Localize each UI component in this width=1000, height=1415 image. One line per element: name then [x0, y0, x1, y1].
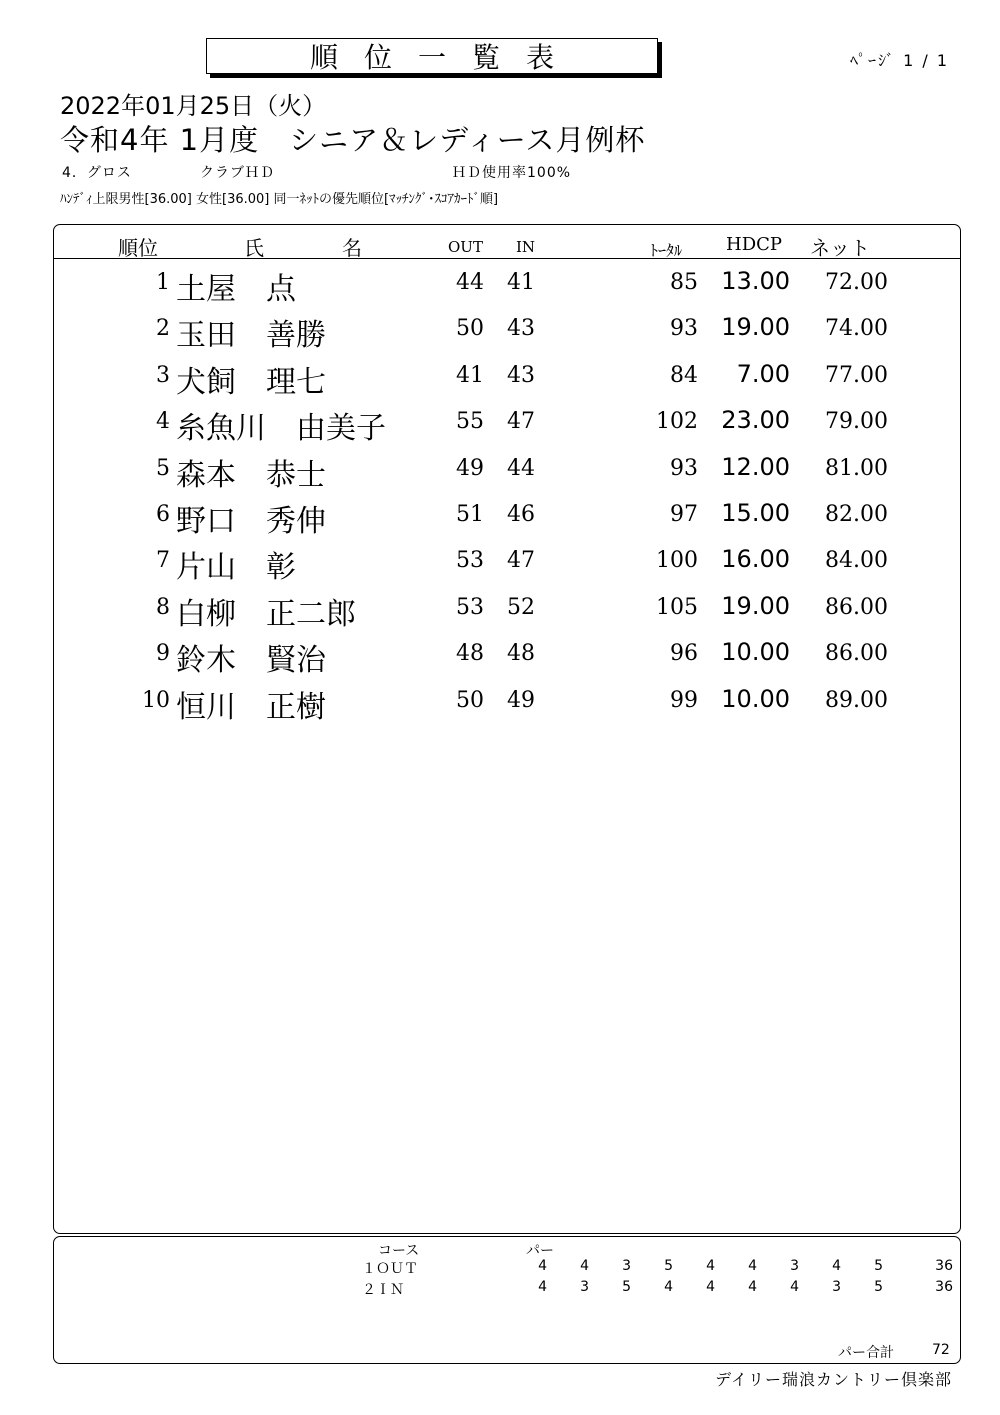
out-score: 55: [456, 409, 484, 435]
hdcp-value: 15.00: [721, 499, 790, 527]
in-score: 48: [507, 641, 535, 667]
event-date: 2022年01月25日（火）: [60, 92, 327, 120]
in-score: 41: [507, 270, 535, 295]
out-score: 48: [456, 641, 484, 667]
rank-cell: 7: [156, 548, 170, 574]
col-rank: 順位: [118, 236, 158, 260]
in-score: 47: [507, 409, 535, 435]
total-score: 97: [670, 502, 698, 527]
col-net: ネット: [810, 236, 870, 260]
page-label: ﾍﾟｰｼﾞ: [850, 51, 897, 70]
hole-par: 5: [664, 1258, 673, 1274]
table-row: [0, 355, 1000, 401]
hole-par: 4: [832, 1258, 841, 1274]
hole-par: 4: [538, 1258, 547, 1274]
table-row: [0, 494, 1000, 540]
hole-par: 5: [874, 1279, 883, 1295]
hole-par: 4: [706, 1279, 715, 1295]
col-name-2: 名: [342, 236, 362, 260]
club-name: デイリー瑞浪カントリー倶楽部: [715, 1370, 952, 1389]
in-score: 49: [507, 687, 535, 713]
rank-cell: 4: [156, 409, 170, 435]
hdcp-value: 16.00: [721, 545, 790, 574]
player-name: 糸魚川 由美子: [176, 411, 386, 447]
hdcp-value: 7.00: [736, 359, 790, 388]
total-score: 93: [670, 455, 698, 481]
page-value: 1 / 1: [903, 51, 950, 70]
total-score: 105: [656, 594, 698, 620]
out-score: 50: [456, 316, 484, 342]
course-par-total: 36: [935, 1279, 953, 1295]
table-row: [0, 448, 1000, 494]
score-format: 4．グロス: [62, 165, 132, 181]
handicap-type: クラブＨＤ: [200, 165, 275, 181]
out-score: 53: [456, 548, 484, 574]
hole-par: 4: [538, 1279, 547, 1295]
rank-cell: 3: [156, 362, 170, 388]
hdcp-value: 23.00: [721, 406, 790, 435]
total-score: 99: [670, 687, 698, 713]
rank-cell: 2: [156, 316, 170, 342]
net-score: 86.00: [825, 641, 888, 667]
par-total-label: パー合計: [838, 1345, 894, 1361]
total-score: 100: [656, 548, 698, 574]
table-row: [0, 680, 1000, 726]
par-label: パー: [526, 1243, 554, 1259]
hole-par: 3: [580, 1279, 589, 1295]
player-name: 片山 彰: [176, 550, 296, 586]
hdcp-value: 19.00: [721, 591, 790, 620]
net-score: 81.00: [825, 455, 888, 481]
rank-cell: 10: [142, 687, 170, 713]
net-score: 74.00: [825, 316, 888, 342]
player-name: 土屋 点: [176, 272, 296, 307]
table-row: [0, 633, 1000, 679]
course-par-box: [53, 1236, 961, 1364]
player-name: 鈴木 賢治: [176, 643, 326, 679]
hole-par: 4: [790, 1279, 799, 1295]
rank-cell: 5: [156, 455, 170, 481]
in-score: 44: [507, 455, 535, 481]
net-score: 84.00: [825, 548, 888, 574]
hole-par: 4: [706, 1258, 715, 1274]
in-score: 47: [507, 548, 535, 574]
course-label: コース: [378, 1243, 420, 1259]
hole-par: 3: [622, 1258, 631, 1274]
table-row: [0, 540, 1000, 586]
hole-par: 4: [748, 1279, 757, 1295]
col-total: ﾄｰﾀﾙ: [650, 241, 683, 260]
total-score: 96: [670, 641, 698, 667]
player-name: 白柳 正二郎: [176, 596, 356, 632]
hole-par: 5: [874, 1258, 883, 1274]
total-score: 102: [656, 409, 698, 435]
col-out: OUT: [448, 238, 483, 256]
net-score: 82.00: [825, 502, 888, 527]
player-name: 森本 恭士: [176, 457, 326, 493]
net-score: 86.00: [825, 594, 888, 620]
par-total-value: 72: [932, 1342, 950, 1358]
hdcp-value: 10.00: [721, 638, 790, 667]
out-score: 44: [456, 270, 484, 295]
rank-cell: 6: [156, 502, 170, 527]
hdcp-value: 12.00: [721, 452, 790, 481]
rank-cell: 1: [156, 270, 170, 295]
col-in: IN: [516, 238, 536, 256]
player-name: 野口 秀伸: [176, 504, 326, 539]
table-row: [0, 262, 1000, 308]
table-row: [0, 587, 1000, 633]
page-title: 順位一覧表: [309, 41, 580, 74]
hole-par: 4: [580, 1258, 589, 1274]
hole-par: 3: [790, 1258, 799, 1274]
out-score: 53: [456, 594, 484, 620]
net-score: 72.00: [825, 270, 888, 295]
table-row: [0, 401, 1000, 447]
col-hdcp: HDCP: [726, 234, 783, 255]
col-name-1: 氏: [244, 236, 264, 260]
title-box: [206, 38, 658, 74]
total-score: 93: [670, 316, 698, 342]
in-score: 52: [507, 594, 535, 620]
course-par-total: 36: [935, 1258, 953, 1274]
event-name: 令和4年 1月度 シニア＆レディース月例杯: [60, 123, 646, 157]
in-score: 43: [507, 316, 535, 342]
player-name: 玉田 善勝: [176, 318, 326, 354]
hole-par: 4: [664, 1279, 673, 1295]
course-name: １ＯＵＴ: [362, 1261, 418, 1277]
total-score: 85: [670, 270, 698, 295]
hole-par: 3: [832, 1279, 841, 1295]
course-name: ２ＩＮ: [362, 1282, 404, 1298]
handicap-rules: ﾊﾝﾃﾞｨ上限男性[36.00] 女性[36.00] 同一ﾈｯﾄの優先順位[ﾏｯﾁﾝｸﾞ･ｽｺｱｶｰﾄﾞ順]: [60, 192, 499, 207]
in-score: 43: [507, 362, 535, 388]
hdcp-value: 10.00: [721, 684, 790, 713]
out-score: 50: [456, 687, 484, 713]
net-score: 79.00: [825, 409, 888, 435]
page-number: [850, 48, 949, 71]
player-name: 恒川 正樹: [176, 689, 326, 725]
total-score: 84: [670, 362, 698, 388]
rank-cell: 9: [156, 641, 170, 667]
net-score: 77.00: [825, 362, 888, 388]
player-name: 犬飼 理七: [176, 364, 326, 400]
out-score: 49: [456, 455, 484, 481]
hdcp-value: 13.00: [721, 267, 790, 295]
out-score: 51: [456, 502, 484, 527]
net-score: 89.00: [825, 687, 888, 713]
out-score: 41: [456, 362, 484, 388]
in-score: 46: [507, 502, 535, 527]
rank-cell: 8: [156, 594, 170, 620]
hole-par: 5: [622, 1279, 631, 1295]
table-row: [0, 308, 1000, 354]
hdcp-value: 19.00: [721, 313, 790, 342]
hole-par: 4: [748, 1258, 757, 1274]
hd-rate: ＨＤ使用率100%: [452, 165, 572, 181]
